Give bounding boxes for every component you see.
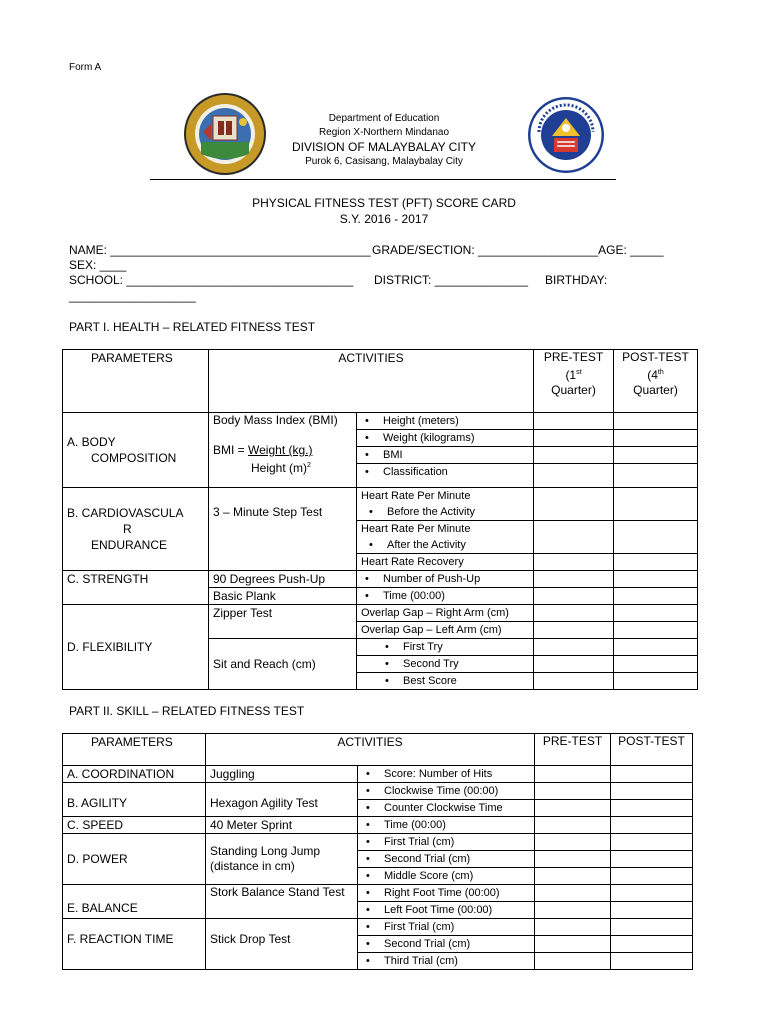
bmi-activity: Body Mass Index (BMI) BMI = Weight (kg.) Height $(m)^2$ xyxy=(209,413,357,488)
left-foot-item: • Left Foot Time (00:00) xyxy=(358,902,535,919)
second-trial-item: • Second Trial (cm) xyxy=(358,851,535,868)
num-pushup-item: • Number of Push-Up xyxy=(357,571,534,588)
first-try-pre[interactable] xyxy=(534,639,614,656)
p2-header-posttest: POST-TEST xyxy=(611,734,693,766)
overlap-left-item: Overlap Gap – Left Arm (cm) xyxy=(357,622,534,639)
speed-label: C. SPEED xyxy=(63,817,206,834)
p1-header-posttest: POST-TEST (4th Quarter) xyxy=(614,350,698,413)
school-year: S.Y. 2016 - 2017 xyxy=(339,212,429,226)
right-foot-pre[interactable] xyxy=(535,885,611,902)
long-jump-activity: Standing Long Jump (distance in cm) xyxy=(206,834,358,885)
sprint-time-item: • Time (00:00) xyxy=(358,817,535,834)
juggling-post[interactable] xyxy=(611,766,693,783)
best-score-pre[interactable] xyxy=(534,673,614,690)
skill-fitness-table xyxy=(62,733,693,970)
reaction-time-label: F. REACTION TIME xyxy=(63,919,206,970)
juggling-pre[interactable] xyxy=(535,766,611,783)
plank-pre[interactable] xyxy=(534,588,614,605)
grade-age-field[interactable]: GRADE/SECTION: __________________AGE: _____ xyxy=(372,243,664,257)
p1-header-pretest: PRE-TEST (1st Quarter) xyxy=(534,350,614,413)
header-division: DIVISION OF MALAYBALAY CITY xyxy=(291,140,477,154)
second-try-post[interactable] xyxy=(614,656,698,673)
counter-post[interactable] xyxy=(611,800,693,817)
birthday-field[interactable]: ___________________ xyxy=(69,289,196,303)
left-foot-post[interactable] xyxy=(611,902,693,919)
first-trial-post[interactable] xyxy=(611,834,693,851)
best-score-post[interactable] xyxy=(614,673,698,690)
hr-recovery-item: Heart Rate Recovery xyxy=(357,554,534,571)
right-foot-post[interactable] xyxy=(611,885,693,902)
stick-drop-activity: Stick Drop Test xyxy=(206,919,358,970)
height-pre[interactable] xyxy=(534,413,614,430)
hr-recovery-pre[interactable] xyxy=(534,554,614,571)
left-foot-pre[interactable] xyxy=(535,902,611,919)
first-trial-2-item: • First Trial (cm) xyxy=(358,919,535,936)
coordination-label: A. COORDINATION xyxy=(63,766,206,783)
bmi-pre[interactable] xyxy=(534,447,614,464)
bmi-post[interactable] xyxy=(614,447,698,464)
classification-pre[interactable] xyxy=(534,464,614,488)
overlap-right-post[interactable] xyxy=(614,605,698,622)
clockwise-item: • Clockwise Time (00:00) xyxy=(358,783,535,800)
weight-pre[interactable] xyxy=(534,430,614,447)
flexibility-label: D. FLEXIBILITY xyxy=(63,605,209,690)
agility-label: B. AGILITY xyxy=(63,783,206,817)
middle-score-item: • Middle Score (cm) xyxy=(358,868,535,885)
part2-title: PART II. SKILL – RELATED FITNESS TEST xyxy=(69,704,305,718)
first-trial-pre[interactable] xyxy=(535,834,611,851)
header-dept: Department of Education xyxy=(328,113,440,124)
p2-header-parameters: PARAMETERS xyxy=(63,734,206,766)
second-trial-post[interactable] xyxy=(611,851,693,868)
name-field[interactable]: NAME: _______________________________________ xyxy=(69,243,371,257)
pushup-post[interactable] xyxy=(614,571,698,588)
hr-before-pre[interactable] xyxy=(534,488,614,521)
body-composition-label: A. BODY COMPOSITION xyxy=(63,413,209,488)
classification-item: • Classification xyxy=(357,464,534,488)
score-hits-item: • Score: Number of Hits xyxy=(358,766,535,783)
sprint-post[interactable] xyxy=(611,817,693,834)
overlap-left-pre[interactable] xyxy=(534,622,614,639)
overlap-left-post[interactable] xyxy=(614,622,698,639)
hexagon-activity: Hexagon Agility Test xyxy=(206,783,358,817)
overlap-right-pre[interactable] xyxy=(534,605,614,622)
third-trial-item: • Third Trial (cm) xyxy=(358,953,535,970)
counter-clockwise-item: • Counter Clockwise Time xyxy=(358,800,535,817)
sit-reach-activity: Sit and Reach (cm) xyxy=(209,639,357,690)
first-trial-item: • First Trial (cm) xyxy=(358,834,535,851)
plank-activity: Basic Plank xyxy=(209,588,357,605)
header-divider xyxy=(150,179,616,180)
p2-header-pretest: PRE-TEST xyxy=(535,734,611,766)
form-title: PHYSICAL FITNESS TEST (PFT) SCORE CARD xyxy=(252,196,516,210)
balance-label: E. BALANCE xyxy=(63,885,206,919)
cardio-label: B. CARDIOVASCULA R ENDURANCE xyxy=(63,488,209,571)
stork-activity: Stork Balance Stand Test xyxy=(206,885,358,919)
stick-second-post[interactable] xyxy=(611,936,693,953)
second-try-item: • Second Try xyxy=(357,656,534,673)
right-foot-item: • Right Foot Time (00:00) xyxy=(358,885,535,902)
plank-time-item: • Time (00:00) xyxy=(357,588,534,605)
pushup-pre[interactable] xyxy=(534,571,614,588)
height-post[interactable] xyxy=(614,413,698,430)
hr-after-item: Heart Rate Per Minute • After the Activity xyxy=(357,521,534,554)
part1-title: PART I. HEALTH – RELATED FITNESS TEST xyxy=(69,320,316,334)
p1-header-activities: ACTIVITIES xyxy=(209,350,534,413)
school-field[interactable]: SCHOOL: __________________________________ xyxy=(69,273,354,287)
middle-score-post[interactable] xyxy=(611,868,693,885)
hr-before-item: Heart Rate Per Minute • Before the Activity xyxy=(357,488,534,521)
step-test-activity: 3 – Minute Step Test xyxy=(209,488,357,571)
plank-post[interactable] xyxy=(614,588,698,605)
form-label: Form A xyxy=(69,62,102,73)
classification-post[interactable] xyxy=(614,464,698,488)
stick-third-pre[interactable] xyxy=(535,953,611,970)
first-try-item: • First Try xyxy=(357,639,534,656)
second-trial-pre[interactable] xyxy=(535,851,611,868)
p2-header-activities: ACTIVITIES xyxy=(206,734,535,766)
health-fitness-table xyxy=(62,349,698,690)
header-region: Region X-Northern Mindanao xyxy=(318,127,450,138)
weight-post[interactable] xyxy=(614,430,698,447)
stick-first-post[interactable] xyxy=(611,919,693,936)
sex-field[interactable]: SEX: ____ xyxy=(69,258,127,272)
clockwise-post[interactable] xyxy=(611,783,693,800)
second-trial-2-item: • Second Trial (cm) xyxy=(358,936,535,953)
sprint-activity: 40 Meter Sprint xyxy=(206,817,358,834)
height-item: • Height (meters) xyxy=(357,413,534,430)
juggling-activity: Juggling xyxy=(206,766,358,783)
pushup-activity: 90 Degrees Push-Up xyxy=(209,571,357,588)
clockwise-pre[interactable] xyxy=(535,783,611,800)
hr-after-post[interactable] xyxy=(614,521,698,554)
hr-before-post[interactable] xyxy=(614,488,698,521)
second-try-pre[interactable] xyxy=(534,656,614,673)
power-label: D. POWER xyxy=(63,834,206,885)
zipper-activity: Zipper Test xyxy=(209,605,357,639)
p1-header-parameters: PARAMETERS xyxy=(63,350,209,413)
weight-item: • Weight (kilograms) xyxy=(357,430,534,447)
overlap-right-item: Overlap Gap – Right Arm (cm) xyxy=(357,605,534,622)
middle-score-pre[interactable] xyxy=(535,868,611,885)
stick-second-pre[interactable] xyxy=(535,936,611,953)
hr-recovery-post[interactable] xyxy=(614,554,698,571)
header-address: Purok 6, Casisang, Malaybalay City xyxy=(305,156,463,167)
best-score-item: • Best Score xyxy=(357,673,534,690)
first-try-post[interactable] xyxy=(614,639,698,656)
stick-first-pre[interactable] xyxy=(535,919,611,936)
bmi-item: • BMI xyxy=(357,447,534,464)
strength-label: C. STRENGTH xyxy=(63,571,209,605)
hr-after-pre[interactable] xyxy=(534,521,614,554)
sprint-pre[interactable] xyxy=(535,817,611,834)
stick-third-post[interactable] xyxy=(611,953,693,970)
birthday-label: BIRTHDAY: xyxy=(545,273,608,287)
district-field[interactable]: DISTRICT: ______________ xyxy=(374,273,529,287)
counter-pre[interactable] xyxy=(535,800,611,817)
